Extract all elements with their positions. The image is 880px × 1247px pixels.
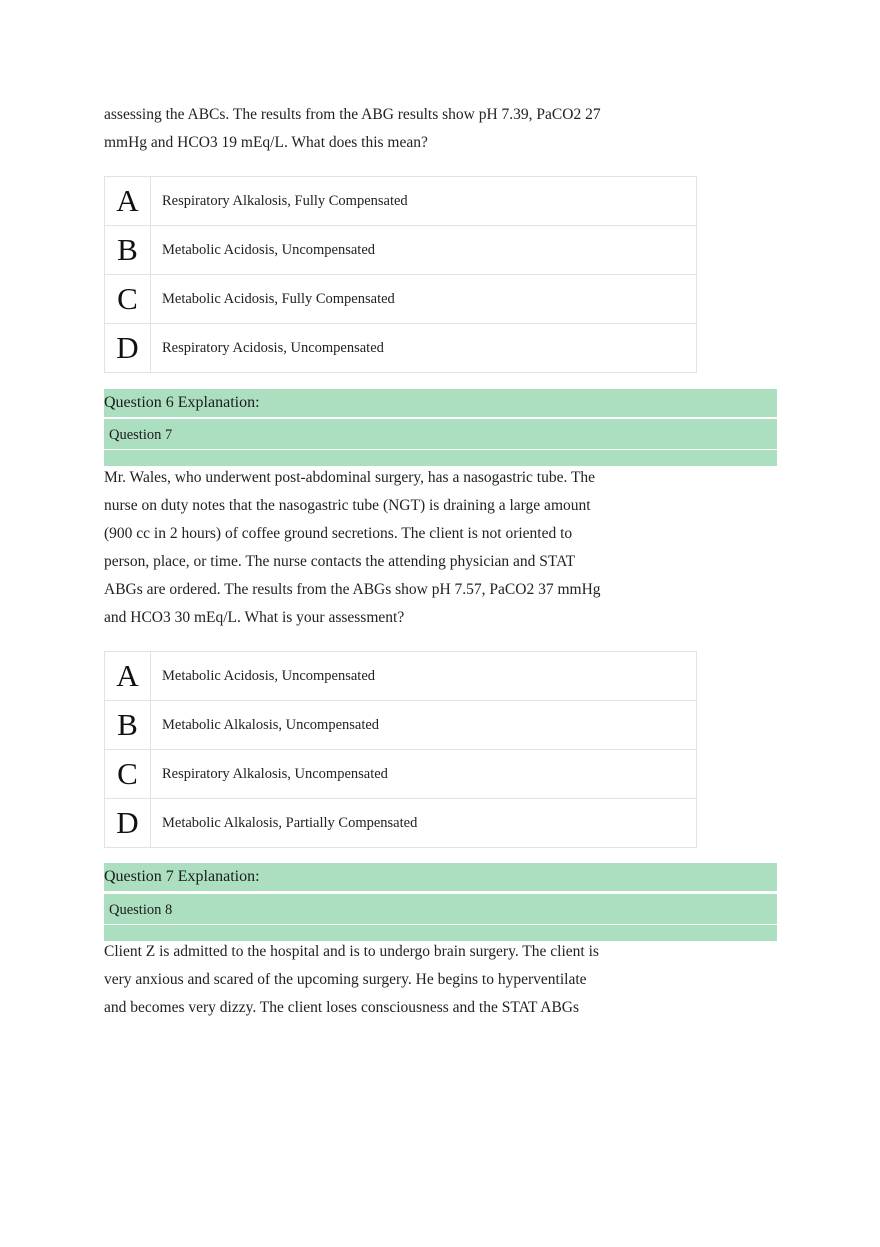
answer-option-b[interactable] — [105, 701, 697, 750]
answer-option-d[interactable] — [105, 324, 697, 373]
answer-option-d[interactable] — [105, 799, 697, 848]
option-letter: A — [105, 177, 151, 226]
option-letter: D — [105, 324, 151, 373]
stem-line: mmHg and HCO3 19 mEq/L. What does this mean? — [104, 134, 428, 151]
answer-option-a[interactable] — [105, 652, 697, 701]
explanation-label: Question 7 Explanation: — [104, 868, 260, 885]
option-text: Metabolic Alkalosis, Uncompensated — [151, 701, 697, 750]
option-letter: D — [105, 799, 151, 848]
question-7-title-bar — [104, 419, 777, 449]
option-letter: C — [105, 750, 151, 799]
question-7-stem — [104, 464, 664, 632]
answer-option-c[interactable] — [105, 750, 697, 799]
option-text: Metabolic Acidosis, Uncompensated — [151, 652, 697, 701]
option-text: Respiratory Acidosis, Uncompensated — [151, 324, 697, 373]
question-7-explanation-bar[interactable] — [104, 863, 777, 891]
option-letter: B — [105, 701, 151, 750]
stem-line: nurse on duty notes that the nasogastric tube (NGT) is draining a large amount — [104, 497, 591, 514]
question-6-options — [104, 176, 697, 373]
option-letter: B — [105, 226, 151, 275]
option-text: Respiratory Alkalosis, Uncompensated — [151, 750, 697, 799]
option-letter: C — [105, 275, 151, 324]
answer-option-a[interactable] — [105, 177, 697, 226]
option-text: Metabolic Alkalosis, Partially Compensated — [151, 799, 697, 848]
option-text: Metabolic Acidosis, Fully Compensated — [151, 275, 697, 324]
stem-line: and becomes very dizzy. The client loses consciousness and the STAT ABGs — [104, 999, 580, 1016]
stem-line: person, place, or time. The nurse contacts the attending physician and STAT — [104, 553, 576, 570]
question-6-explanation-bar[interactable] — [104, 389, 777, 417]
option-text: Respiratory Alkalosis, Fully Compensated — [151, 177, 697, 226]
question-8-title-bar — [104, 894, 777, 924]
stem-line: ABGs are ordered. The results from the ABGs show pH 7.57, PaCO2 37 mmHg — [104, 581, 601, 598]
stem-line: very anxious and scared of the upcoming surgery. He begins to hyperventilate — [104, 971, 587, 988]
stem-line: assessing the ABCs. The results from the ABG results show pH 7.39, PaCO2 27 — [104, 106, 601, 123]
stem-line: (900 cc in 2 hours) of coffee ground secretions. The client is not oriented to — [104, 525, 573, 542]
stem-line: Client Z is admitted to the hospital and is to undergo brain surgery. The client is — [104, 943, 599, 960]
question-7-options — [104, 651, 697, 848]
answer-option-c[interactable] — [105, 275, 697, 324]
explanation-label: Question 6 Explanation: — [104, 394, 260, 411]
answer-option-b[interactable] — [105, 226, 697, 275]
option-text: Metabolic Acidosis, Uncompensated — [151, 226, 697, 275]
question-title: Question 8 — [109, 902, 173, 918]
stem-line: Mr. Wales, who underwent post-abdominal surgery, has a nasogastric tube. The — [104, 469, 596, 486]
question-title: Question 7 — [109, 427, 173, 443]
question-8-stem — [104, 938, 664, 1022]
question-6-stem — [104, 101, 664, 157]
stem-line: and HCO3 30 mEq/L. What is your assessment? — [104, 609, 405, 626]
option-letter: A — [105, 652, 151, 701]
